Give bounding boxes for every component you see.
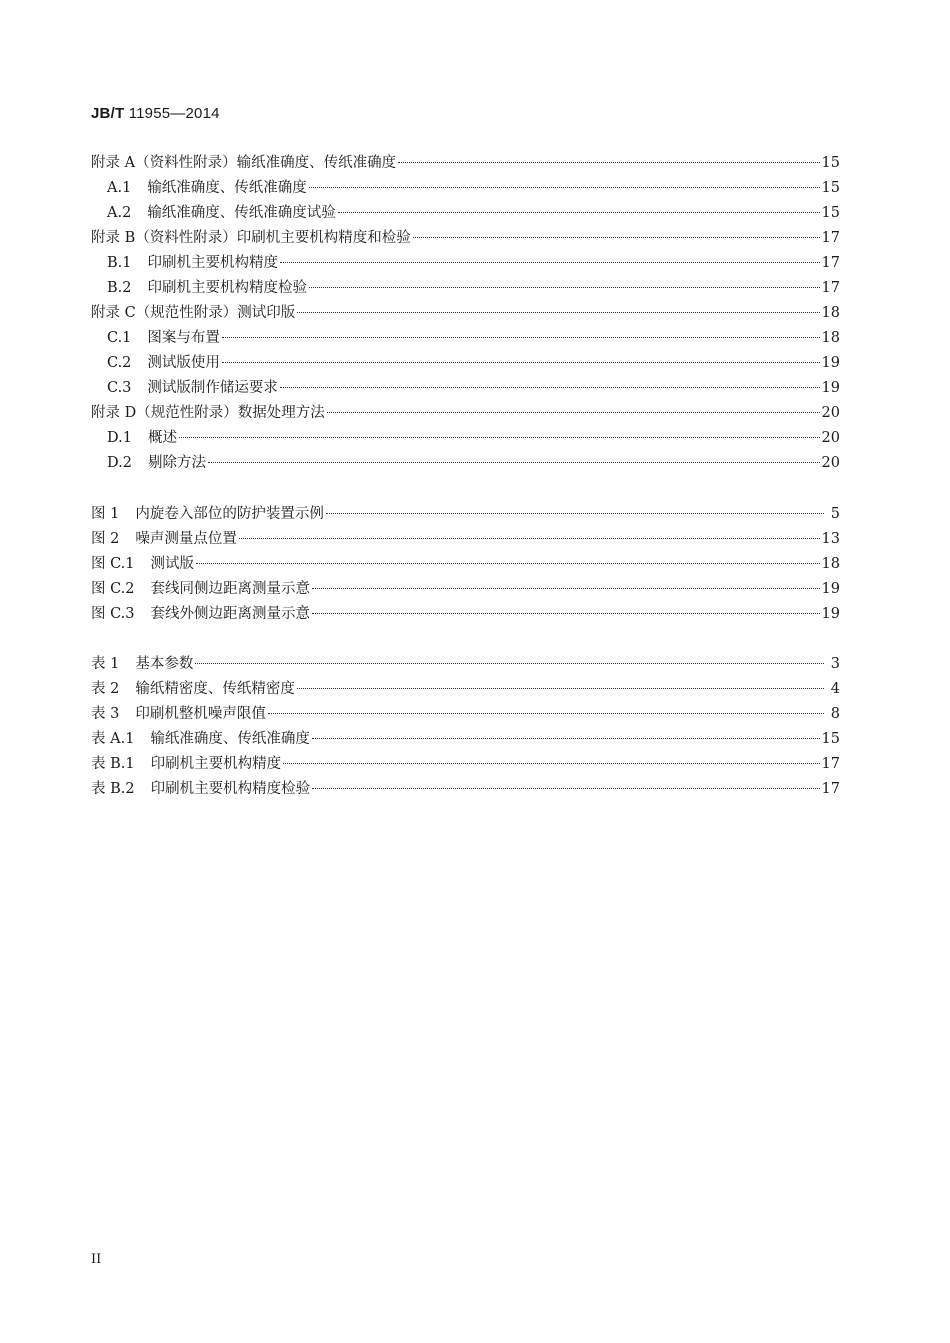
- toc-entry-number: 图 1: [91, 506, 120, 522]
- toc-entry[interactable]: [91, 201, 840, 226]
- toc-entry-title: 测试版制作储运要求: [147, 380, 278, 396]
- toc-entry-page: 19: [821, 606, 840, 622]
- dot-leader: [312, 787, 819, 789]
- toc-entry-number: A.2: [107, 205, 132, 221]
- toc-entry-title: 输纸准确度、传纸准确度试验: [147, 205, 336, 221]
- dot-leader: [312, 737, 820, 739]
- dot-leader: [297, 311, 819, 313]
- toc-entry-title: 基本参数: [135, 656, 194, 672]
- toc-entry-number: D.1: [107, 430, 132, 446]
- toc-entry-page: 19: [821, 355, 840, 371]
- toc-entry-number: D.2: [107, 455, 132, 471]
- dot-leader: [239, 537, 820, 539]
- dot-leader: [312, 612, 820, 614]
- toc-entry-number: B.2: [107, 280, 132, 296]
- dot-leader: [222, 336, 820, 338]
- toc-entry-page: 15: [821, 731, 840, 747]
- toc-entry-title: （规范性附录）数据处理方法: [136, 405, 325, 421]
- toc-entry[interactable]: [91, 727, 840, 752]
- toc-entry[interactable]: [91, 527, 840, 552]
- toc-entry[interactable]: [91, 401, 840, 426]
- toc-entry-number: 图 2: [91, 531, 120, 547]
- toc-entry-page: 18: [821, 330, 840, 346]
- dot-leader: [280, 261, 820, 263]
- toc-entry-page: 19: [821, 581, 840, 597]
- toc-entry[interactable]: [91, 226, 840, 251]
- toc-entry-page: 20: [821, 405, 840, 421]
- standard-code: JB/T: [91, 105, 125, 122]
- toc-entry[interactable]: [91, 276, 840, 301]
- dot-leader: [222, 361, 820, 363]
- toc-figure-list: [91, 502, 840, 627]
- toc-entry-number: 附录 C: [91, 305, 136, 321]
- toc-entry-number: 附录 A: [91, 155, 136, 171]
- toc-entry-page: 8: [830, 706, 840, 722]
- toc-entry-number: 表 B.1: [91, 756, 135, 772]
- dot-leader: [208, 461, 820, 463]
- toc-entry-title: 输纸准确度、传纸准确度: [147, 180, 307, 196]
- toc-entry-page: 18: [821, 556, 840, 572]
- dot-leader: [195, 662, 824, 664]
- dot-leader: [196, 562, 820, 564]
- toc-entry-page: 5: [830, 506, 840, 522]
- toc-entry-title: （规范性附录）测试印版: [135, 305, 296, 321]
- document-header: [91, 105, 220, 122]
- toc-entry[interactable]: [91, 677, 840, 702]
- toc-entry[interactable]: [91, 176, 840, 201]
- toc-entry-title: 印刷机主要机构精度: [150, 756, 282, 772]
- toc-entry-title: 剔除方法: [147, 455, 206, 471]
- toc-entry[interactable]: [91, 151, 840, 176]
- page-number: II: [91, 1252, 102, 1267]
- toc-entry[interactable]: [91, 602, 840, 627]
- toc-entry-title: 噪声测量点位置: [135, 531, 237, 547]
- toc-entry-page: 17: [821, 756, 840, 772]
- toc-entry-page: 20: [821, 455, 840, 471]
- toc-entry[interactable]: [91, 777, 840, 802]
- dot-leader: [268, 712, 824, 714]
- toc-entry-title: 印刷机主要机构精度: [147, 255, 278, 271]
- toc-entry-title: （资料性附录）输纸准确度、传纸准确度: [135, 155, 397, 171]
- toc-entry[interactable]: [91, 577, 840, 602]
- toc-entry[interactable]: [91, 502, 840, 527]
- toc-entry-number: 表 2: [91, 681, 120, 697]
- toc-entry-number: A.1: [107, 180, 132, 196]
- dot-leader: [326, 512, 824, 514]
- toc-entry-page: 15: [821, 155, 840, 171]
- toc-entry-page: 20: [821, 430, 840, 446]
- toc-entry-page: 3: [830, 656, 840, 672]
- toc-entry-title: 套线外侧边距离测量示意: [150, 606, 311, 622]
- toc-entry-page: 17: [821, 255, 840, 271]
- toc-entry-number: 图 C.3: [91, 606, 135, 622]
- toc-entry-number: 附录 B: [91, 230, 136, 246]
- toc-entry[interactable]: [91, 251, 840, 276]
- dot-leader: [297, 687, 824, 689]
- toc-entry-page: 17: [821, 280, 840, 296]
- dot-leader: [413, 236, 820, 238]
- toc-entry-title: 印刷机主要机构精度检验: [150, 781, 311, 797]
- toc-entry-title: 测试版: [150, 556, 195, 572]
- toc-entry-title: 输纸准确度、传纸准确度: [150, 731, 310, 747]
- toc-entry-page: 4: [830, 681, 840, 697]
- toc-entry[interactable]: [91, 702, 840, 727]
- toc-entry-number: B.1: [107, 255, 132, 271]
- toc-entry[interactable]: [91, 652, 840, 677]
- toc-entry-title: 内旋卷入部位的防护装置示例: [135, 506, 324, 522]
- toc-entry-title: 输纸精密度、传纸精密度: [135, 681, 295, 697]
- toc-entry[interactable]: [91, 351, 840, 376]
- toc-entry-number: 图 C.2: [91, 581, 135, 597]
- toc-entry-page: 15: [821, 180, 840, 196]
- toc-entry-title: 测试版使用: [147, 355, 220, 371]
- toc-entry-title: 套线同侧边距离测量示意: [150, 581, 311, 597]
- dot-leader: [338, 211, 820, 213]
- toc-entry[interactable]: [91, 376, 840, 401]
- dot-leader: [327, 411, 820, 413]
- toc-entry-page: 17: [821, 781, 840, 797]
- dot-leader: [283, 762, 819, 764]
- toc-entry-number: C.2: [107, 355, 132, 371]
- toc-entry-page: 15: [821, 205, 840, 221]
- toc-entry[interactable]: [91, 301, 840, 326]
- dot-leader: [312, 587, 820, 589]
- toc-entry[interactable]: [91, 326, 840, 351]
- toc-entry-page: 17: [821, 230, 840, 246]
- toc-entry-title: （资料性附录）印刷机主要机构精度和检验: [135, 230, 411, 246]
- toc-entry-title: 印刷机整机噪声限值: [135, 706, 266, 722]
- toc-entry-number: 表 B.2: [91, 781, 135, 797]
- toc-entry-page: 19: [821, 380, 840, 396]
- toc-entry-page: 13: [821, 531, 840, 547]
- dot-leader: [280, 386, 820, 388]
- toc-entry-title: 概述: [147, 430, 177, 446]
- toc-table-list: [91, 652, 840, 802]
- dot-leader: [309, 186, 820, 188]
- toc-entry[interactable]: [91, 426, 840, 451]
- toc-entry-title: 印刷机主要机构精度检验: [147, 280, 307, 296]
- dot-leader: [398, 161, 819, 163]
- toc-entry-number: 附录 D: [91, 405, 137, 421]
- toc-entry-number: 表 3: [91, 706, 120, 722]
- toc-entry-page: 18: [821, 305, 840, 321]
- toc-entry-number: 表 1: [91, 656, 120, 672]
- toc-entry-number: C.1: [107, 330, 132, 346]
- toc-entry[interactable]: [91, 752, 840, 777]
- toc-entry[interactable]: [91, 552, 840, 577]
- standard-number: 11955—2014: [128, 105, 220, 122]
- toc-entry-number: C.3: [107, 380, 132, 396]
- toc-entry[interactable]: [91, 451, 840, 476]
- toc-appendix-list: [91, 151, 840, 476]
- dot-leader: [309, 286, 820, 288]
- toc-entry-number: 图 C.1: [91, 556, 135, 572]
- toc-entry-number: 表 A.1: [91, 731, 135, 747]
- toc-entry-title: 图案与布置: [147, 330, 220, 346]
- dot-leader: [179, 436, 820, 438]
